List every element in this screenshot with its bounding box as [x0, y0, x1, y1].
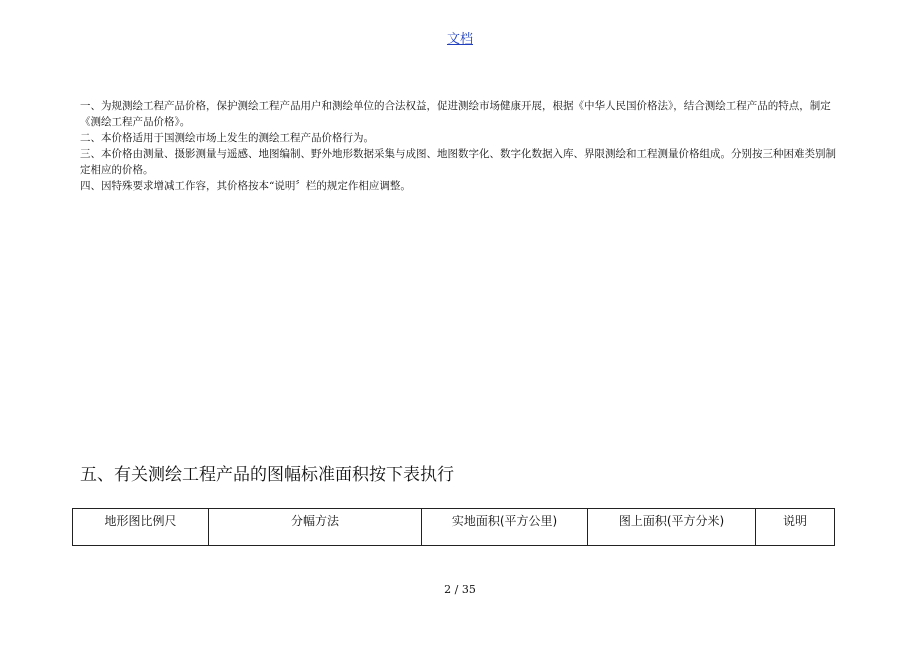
- intro-paragraph-1: 一、为规测绘工程产品价格，保护测绘工程产品用户和测绘单位的合法权益，促进测绘市场健康开展，根据《中华人民国价格法》，结合测绘工程产品的特点，制定《测绘工程产品价格》。: [80, 100, 831, 128]
- header-sheet-method: 分幅方法: [209, 509, 422, 546]
- document-link[interactable]: 文档: [446, 32, 473, 47]
- table-header-row: [73, 509, 835, 546]
- intro-paragraph-2: 二、本价格适用于国测绘市场上发生的测绘工程产品价格行为。: [80, 132, 374, 144]
- page-number: 2 / 35: [444, 583, 476, 596]
- document-header: [0, 28, 920, 47]
- intro-text: [80, 98, 845, 194]
- header-ground-area: 实地面积(平方公里): [422, 509, 588, 546]
- header-map-scale: 地形图比例尺: [73, 509, 209, 546]
- map-sheet-area-table: [72, 508, 835, 546]
- intro-paragraph-3: 三、本价格由测量、摄影测量与遥感、地图编制、野外地形数据采集与成图、地图数字化、数字化数据入库、界限测绘和工程测量价格组成。分别按三种困难类别制定相应的价格。: [80, 148, 836, 176]
- header-remarks: 说明: [756, 509, 835, 546]
- intro-paragraph-4: 四、因特殊要求增减工作容，其价格按本“说明〞栏的规定作相应调整。: [80, 180, 411, 192]
- header-map-area: 图上面积(平方分米): [588, 509, 756, 546]
- section-heading: 五、有关测绘工程产品的图幅标准面积按下表执行: [80, 465, 454, 485]
